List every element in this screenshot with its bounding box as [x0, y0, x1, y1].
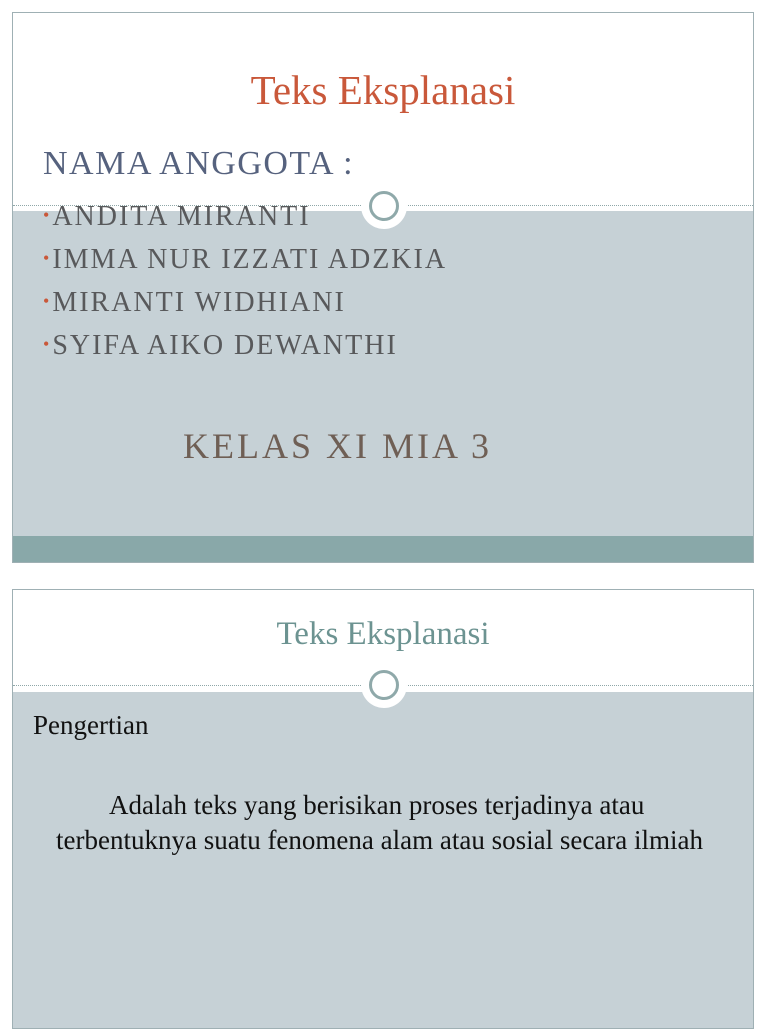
member-name: SYIFA AIKO DEWANTHI	[52, 330, 398, 361]
slide-bottom-band	[13, 536, 753, 562]
section-heading: Pengertian	[33, 710, 149, 740]
member-name: MIRANTI WIDHIANI	[52, 287, 346, 318]
slide-title: Teks Eksplanasi	[276, 616, 490, 652]
bullet-icon: •	[43, 334, 52, 354]
member-name: ANDITA MIRANTI	[52, 201, 311, 232]
definition-text: Adalah teks yang berisikan proses terjadinya atau terbentuknya suatu fenomena alam atau sosial secara ilmiah	[56, 790, 703, 855]
members-heading: NAMA ANGGOTA :	[43, 145, 355, 182]
slide-body-band	[13, 692, 753, 1028]
bullet-icon: •	[43, 205, 52, 225]
list-item	[43, 195, 447, 238]
member-name: IMMA NUR IZZATI ADZKIA	[52, 244, 448, 275]
circle-ornament-icon	[361, 662, 407, 708]
bullet-icon: •	[43, 291, 52, 311]
class-label: KELAS XI MIA 3	[183, 426, 492, 466]
slide-2	[12, 589, 754, 1029]
bullet-icon: •	[43, 248, 52, 268]
list-item	[43, 281, 447, 324]
slide-title: Teks Eksplanasi	[250, 67, 516, 113]
list-item	[43, 324, 447, 367]
list-item	[43, 238, 447, 281]
member-list	[43, 195, 447, 367]
slide-1	[12, 12, 754, 563]
